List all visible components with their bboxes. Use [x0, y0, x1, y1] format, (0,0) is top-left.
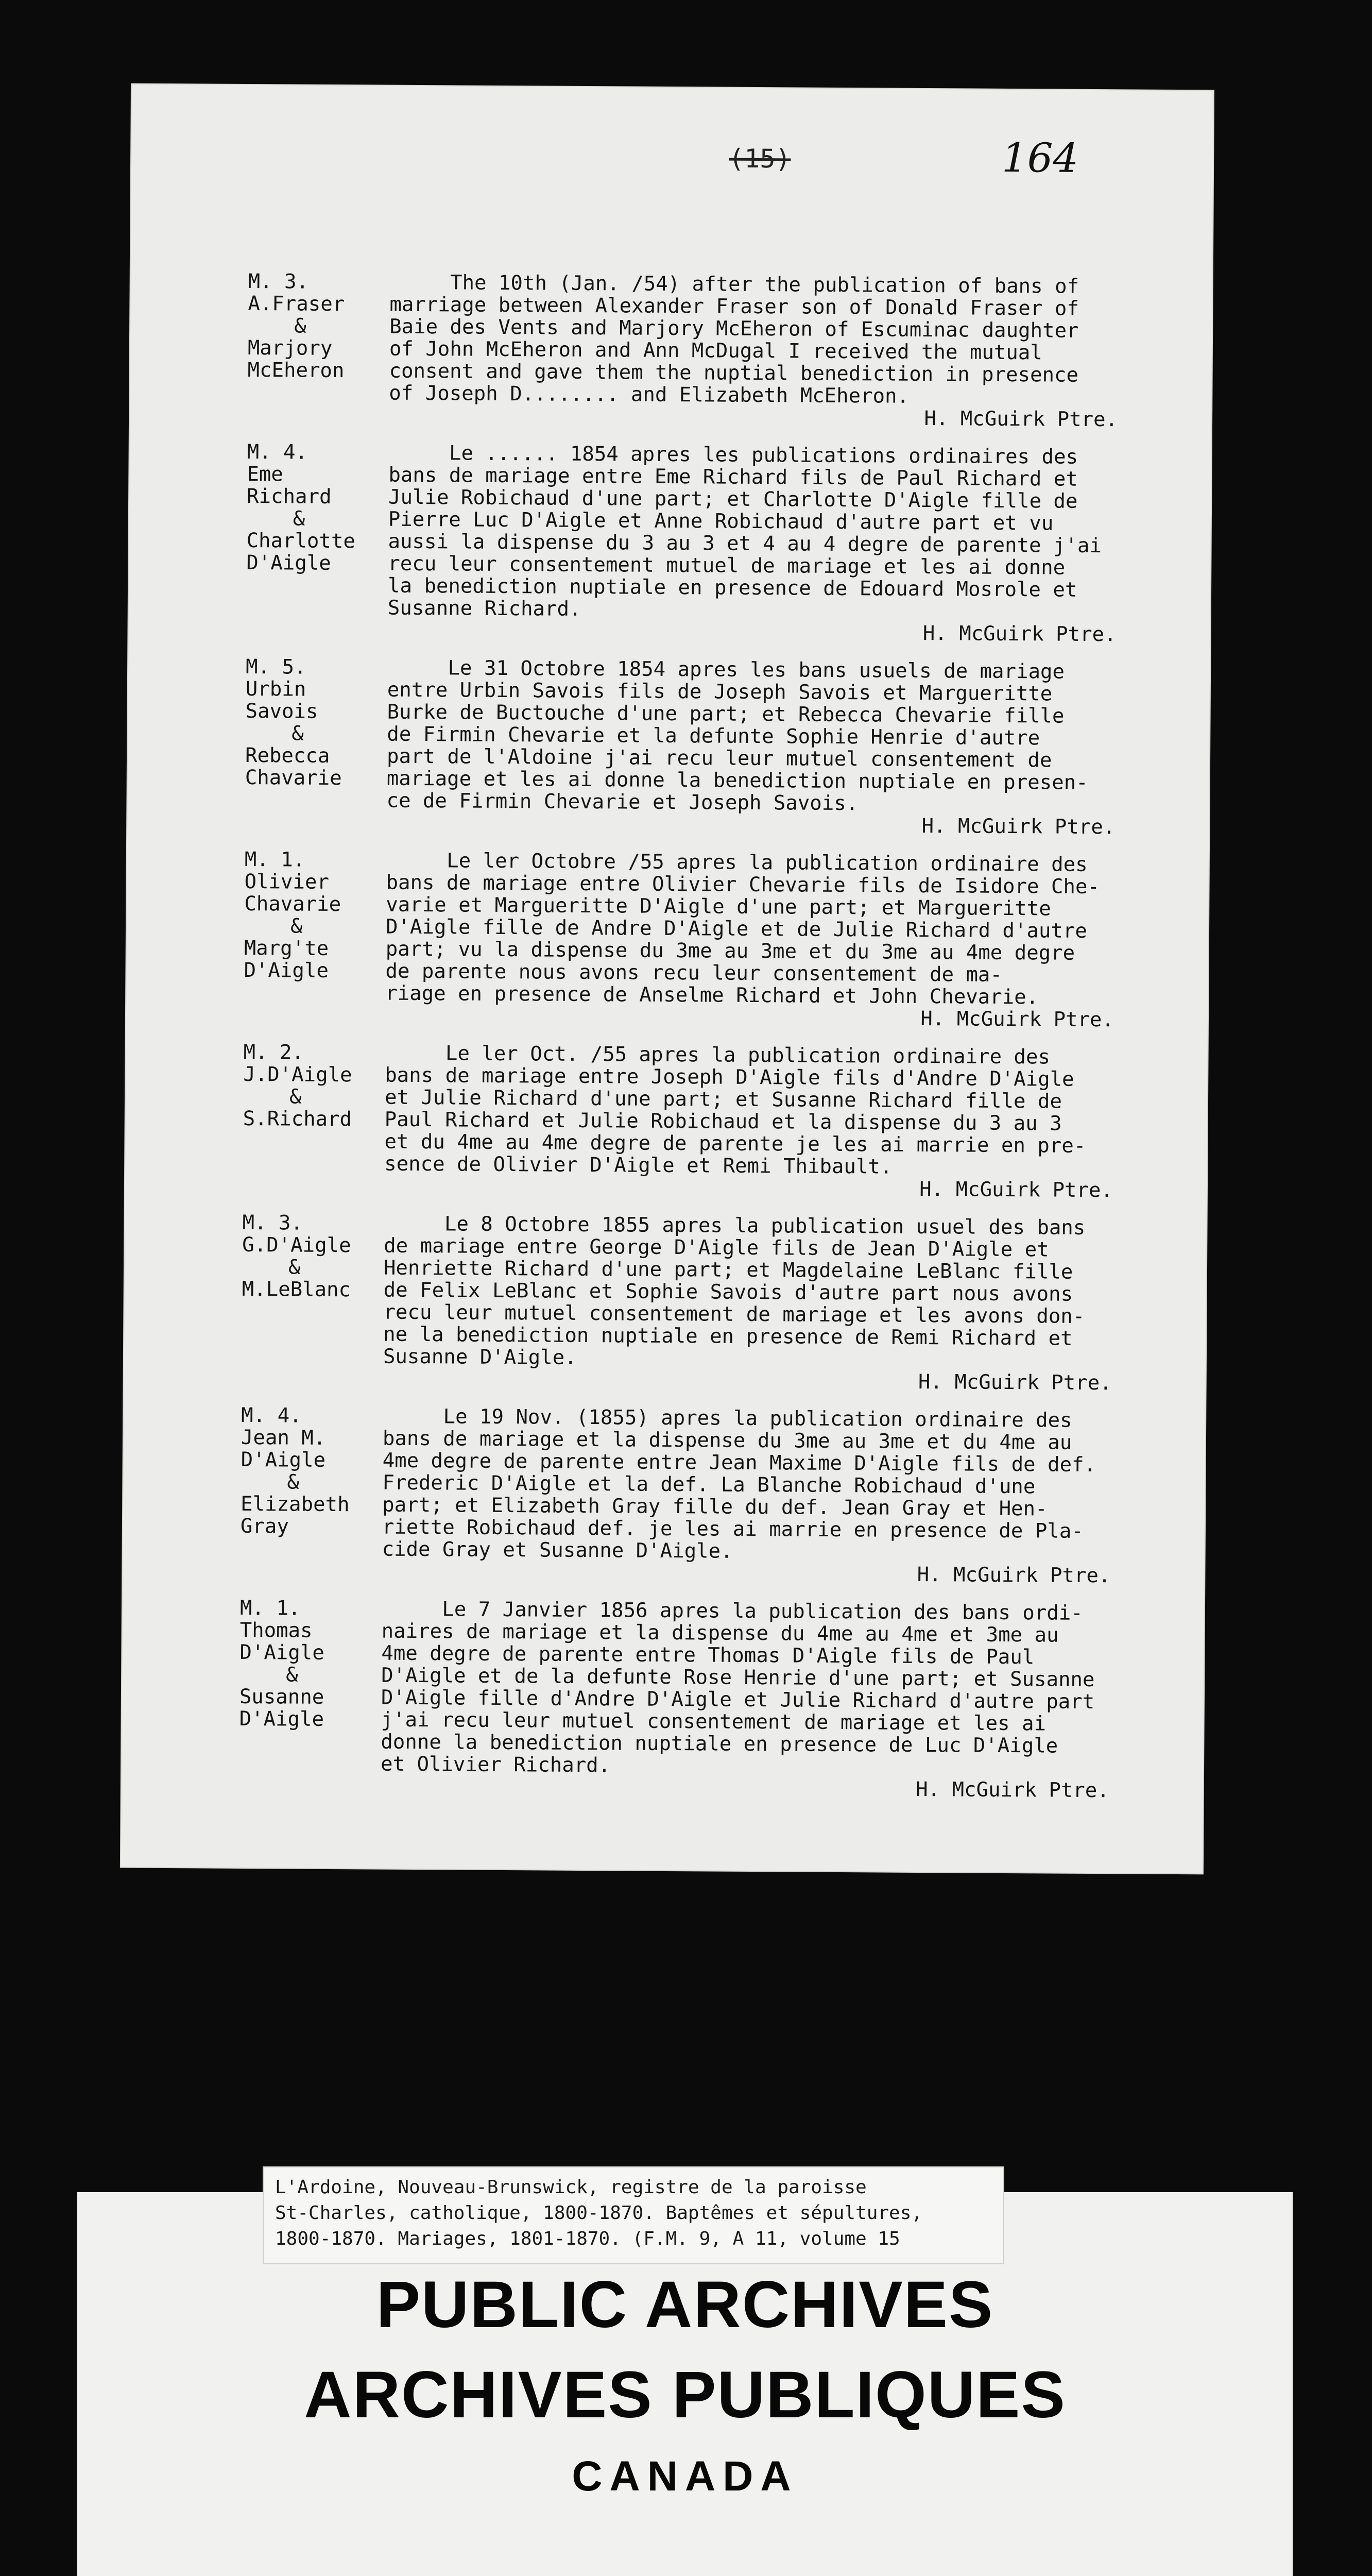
margin-note-line: & [293, 507, 305, 531]
margin-note-line: Richard [247, 484, 332, 509]
folio-number: 164 [1001, 134, 1079, 182]
margin-note-line: D'Aigle [241, 1448, 326, 1472]
entry-body [242, 1212, 1180, 1372]
entry-text-line: recu leur mutuel consentement de mariage et les avons don- [383, 1300, 1085, 1328]
entry-text-line: Baie des Vents and Marjory McEheron of Escuminac daughter [389, 315, 1079, 343]
entry-text-line: ce de Firmin Chevarie et Joseph Savois. [386, 789, 859, 816]
margin-note-line: M. 1. [239, 1596, 301, 1620]
entry-body [245, 656, 1183, 817]
entry-text-line: la benediction nuptiale en presence de Edouard Mosrole et [387, 574, 1077, 602]
entry-text-line: ne la benediction nuptiale en presence de Remi Richard et [383, 1323, 1073, 1350]
entry-text-line: Pierre Luc D'Aigle et Anne Robichaud d'autre part et vu [388, 507, 1054, 535]
entry-text [385, 850, 1182, 1009]
margin-note [241, 1404, 383, 1538]
entry-body [239, 1597, 1177, 1780]
entry-text-line: cide Gray et Susanne D'Aigle. [382, 1537, 733, 1563]
entry-text-line: donne la benediction nuptiale en presence de Luc D'Aigle [381, 1730, 1058, 1758]
entry-text-line: bans de mariage entre Olivier Chevarie fils de Isidore Che- [386, 871, 1100, 899]
marriage-entry [247, 270, 1186, 431]
entry-text [389, 272, 1186, 409]
margin-note-line: McEheron [247, 358, 345, 383]
margin-note-line: M. 2. [243, 1040, 304, 1064]
margin-note-line: Urbin [245, 677, 306, 701]
archive-label-line: 1800-1870. Mariages, 1801-1870. (F.M. 9, A 11, volume 15 [275, 2228, 900, 2249]
entry-text-line: D'Aigle fille de Andre D'Aigle et de Julie Richard d'autre [385, 915, 1087, 943]
marriage-entry [244, 849, 1182, 1031]
entry-text-line: mariage et les ai donne la benediction nuptiale en presen- [386, 767, 1088, 794]
margin-note-line: & [294, 314, 306, 338]
entry-text-line: riette Robichaud def. je les ai marrie en presence de Pla- [382, 1515, 1084, 1543]
marriage-entry [242, 1212, 1180, 1395]
entry-body [246, 441, 1185, 624]
margin-note-line: & [290, 914, 303, 938]
margin-note-line: D'Aigle [246, 551, 331, 575]
entry-text-line: bans de mariage entre Eme Richard fils de Paul Richard et [388, 463, 1078, 491]
margin-note-line: & [288, 1256, 301, 1279]
entry-text-line: Le ler Octobre /55 apres la publication ordinaire des [386, 849, 1088, 876]
entry-text-line: Henriette Richard d'une part; et Magdelaine LeBlanc fille [383, 1256, 1073, 1284]
entry-text [381, 1598, 1177, 1780]
margin-note-line: Marjory [247, 336, 333, 360]
marriage-entry [245, 656, 1183, 839]
entry-text-line: recu leur consentement mutuel de mariage et les ai donne [388, 552, 1066, 580]
entry-text-line: et Julie Richard d'une part; et Susanne Richard fille de [384, 1086, 1062, 1113]
margin-note-line: Chavarie [245, 766, 342, 790]
entry-text-line: Julie Robichaud d'une part; et Charlotte D'Aigle fille de [388, 485, 1078, 513]
entry-text-line: Susanne D'Aigle. [383, 1345, 577, 1369]
margin-note-line: & [287, 1470, 300, 1494]
margin-note-line: Elizabeth [241, 1492, 350, 1517]
margin-note-line: Chavarie [244, 892, 341, 917]
priest-signature: H. McGuirk Ptre. [924, 406, 1118, 432]
margin-note-line: M.LeBlanc [242, 1277, 351, 1302]
entry-text-line: de mariage entre George D'Aigle fils de Jean D'Aigle et [384, 1234, 1049, 1262]
entry-text-line: Le 8 Octobre 1855 apres la publication usuel des bans [384, 1212, 1086, 1240]
margin-note-line: Savois [245, 699, 318, 723]
entry-text-line: marriage between Alexander Fraser son of Donald Fraser of [389, 293, 1079, 320]
entry-text-line: entre Urbin Savois fils de Joseph Savois et Margueritte [387, 678, 1053, 706]
entry-text-line: 4me degre de parente entre Jean Maxime D'Aigle fils de def. [382, 1449, 1096, 1477]
margin-note [244, 849, 386, 982]
margin-note-line: Marg'te [244, 936, 329, 960]
entry-text-line: riage en presence de Anselme Richard et John Chevarie. [385, 981, 1039, 1009]
entry-text-line: 4me degre de parente entre Thomas D'Aigle fils de Paul [381, 1641, 1035, 1669]
entry-text [382, 1405, 1179, 1565]
entry-text [383, 1213, 1180, 1372]
entry-text-line: Susanne Richard. [387, 596, 581, 621]
margin-note-line: & [286, 1663, 298, 1687]
archive-reference-label [263, 2166, 1004, 2264]
priest-signature: H. McGuirk Ptre. [917, 1563, 1111, 1588]
margin-note-line: M. 1. [244, 848, 305, 872]
entry-text-line: D'Aigle fille d'Andre D'Aigle et Julie Richard d'autre part [381, 1686, 1095, 1714]
entry-text-line: bans de mariage et la dispense du 3me au 3me et du 4me au [382, 1427, 1072, 1454]
margin-note-line: Susanne [239, 1685, 324, 1709]
marriage-entries [239, 270, 1186, 1818]
margin-note [246, 441, 389, 575]
margin-note-line: S.Richard [243, 1107, 352, 1131]
margin-note-line: & [289, 1085, 302, 1109]
priest-signature: H. McGuirk Ptre. [919, 1177, 1113, 1202]
entry-body [244, 849, 1182, 1009]
entry-text-line: consent and gave them the nuptial benediction in presence [389, 359, 1079, 387]
margin-note-line: Thomas [239, 1618, 313, 1642]
entry-text-line: varie et Margueritte D'Aigle d'une part; et Margueritte [386, 893, 1051, 921]
entry-text-line: D'Aigle et de la defunte Rose Henrie d'une part; et Susanne [381, 1664, 1095, 1692]
margin-note-line: Olivier [244, 870, 330, 894]
entry-text-line: Le ...... 1854 apres les publications ordinaires des [388, 441, 1078, 469]
entry-text-line: of John McEheron and Ann McDugal I received the mutual [389, 337, 1042, 365]
margin-note-line: D'Aigle [239, 1640, 324, 1665]
margin-note-line: M. 3. [242, 1211, 303, 1235]
entry-text-line: de Firmin Chevarie et la defunte Sophie Henrie d'autre [387, 722, 1040, 750]
entry-text-line: Le 7 Janvier 1856 apres la publication des bans ordi- [381, 1597, 1083, 1625]
archives-title-english: PUBLIC ARCHIVES [376, 2268, 994, 2342]
entry-text-line: sence de Olivier D'Aigle et Remi Thibault. [384, 1152, 893, 1179]
entry-text-line: bans de mariage entre Joseph D'Aigle fils d'Andre D'Aigle [385, 1063, 1074, 1091]
margin-note [239, 1597, 382, 1731]
margin-note-line: M. 4. [241, 1403, 302, 1428]
priest-signature: H. McGuirk Ptre. [920, 1007, 1114, 1032]
entry-text-line: Frederic D'Aigle et la def. La Blanche Robichaud d'une [382, 1471, 1036, 1499]
archives-country: CANADA [572, 2453, 798, 2500]
entry-body [243, 1041, 1181, 1180]
entry-text-line: part de l'Aldoine j'ai recu leur mutuel consentement de [386, 744, 1052, 772]
margin-note-line: M. 4. [247, 440, 308, 464]
entry-body [241, 1404, 1179, 1565]
entry-text-line: Le 19 Nov. (1855) apres la publication ordinaire des [383, 1404, 1072, 1432]
entry-text-line: j'ai recu leur mutuel consentement de mariage et les ai [381, 1708, 1047, 1736]
archive-label-line: L'Ardoine, Nouveau-Brunswick, registre de la paroisse [275, 2177, 867, 2198]
entry-text-line: naires de mariage et la dispense du 4me au 4me et 3me au [381, 1619, 1059, 1647]
entry-body [247, 270, 1186, 409]
archive-label-line: St-Charles, catholique, 1800-1870. Baptêmes et sépultures, [275, 2202, 923, 2224]
priest-signature: H. McGuirk Ptre. [922, 621, 1117, 647]
marriage-entry [243, 1041, 1181, 1202]
margin-note [245, 656, 388, 790]
margin-note-line: A.Fraser [248, 292, 345, 316]
entry-text-line: et du 4me au 4me degre de parente je les ai marrie en pre- [384, 1130, 1086, 1158]
entry-text-line: de Felix LeBlanc et Sophie Savois d'autre part nous avons [383, 1278, 1073, 1306]
entry-text-line: Le 31 Octobre 1854 apres les bans usuels de mariage [387, 656, 1065, 684]
entry-text [384, 1042, 1181, 1180]
margin-note-line: D'Aigle [239, 1707, 324, 1731]
entry-text-line: et Olivier Richard. [380, 1752, 611, 1777]
margin-note-line: & [291, 722, 304, 745]
margin-note-line: D'Aigle [244, 958, 329, 982]
entry-text-line: of Joseph D........ and Elizabeth McEheron. [389, 381, 910, 408]
marriage-entry [240, 1404, 1178, 1587]
entry-text-line: Burke de Buctouche d'une part; et Rebecca Chevarie fille [387, 700, 1065, 728]
marriage-entry [239, 1597, 1177, 1802]
marriage-entry [246, 441, 1184, 646]
entry-text-line: The 10th (Jan. /54) after the publication of bans of [389, 270, 1079, 298]
archives-title-french: ARCHIVES PUBLIQUES [304, 2358, 1066, 2432]
priest-signature: H. McGuirk Ptre. [918, 1370, 1112, 1395]
entry-text-line: Paul Richard et Julie Robichaud et la dispense du 3 au 3 [384, 1108, 1062, 1136]
margin-note-line: M. 3. [248, 269, 309, 294]
entry-text-line: part; vu la dispense du 3me au 3me et du 3me au 4me degre [385, 937, 1075, 965]
priest-signature: H. McGuirk Ptre. [916, 1777, 1109, 1803]
margin-note-line: J.D'Aigle [243, 1062, 352, 1087]
margin-note-line: M. 5. [245, 655, 306, 679]
priest-signature: H. McGuirk Ptre. [921, 814, 1116, 839]
margin-note [248, 270, 390, 382]
margin-note-line: Eme [247, 462, 283, 486]
entry-text-line: part; et Elizabeth Gray fille du def. Jean Gray et Hen- [382, 1493, 1048, 1521]
entry-text [386, 657, 1183, 817]
margin-note-line: Charlotte [246, 529, 356, 553]
margin-note [243, 1041, 385, 1131]
margin-note-line: Rebecca [245, 743, 330, 768]
margin-note-line: Jean M. [241, 1426, 326, 1450]
entry-text-line: Le ler Oct. /55 apres la publication ordinaire des [385, 1041, 1051, 1069]
register-page [121, 84, 1213, 1874]
entry-text [388, 442, 1185, 624]
page-number: (15) [728, 143, 791, 174]
margin-note [242, 1212, 384, 1301]
entry-text-line: de parente nous avons recu leur consentement de ma- [385, 959, 1003, 987]
margin-note-line: G.D'Aigle [242, 1233, 351, 1258]
entry-text-line: aussi la dispense du 3 au 3 et 4 au 4 degre de parente j'ai [388, 530, 1102, 558]
margin-note-line: Gray [240, 1514, 289, 1538]
